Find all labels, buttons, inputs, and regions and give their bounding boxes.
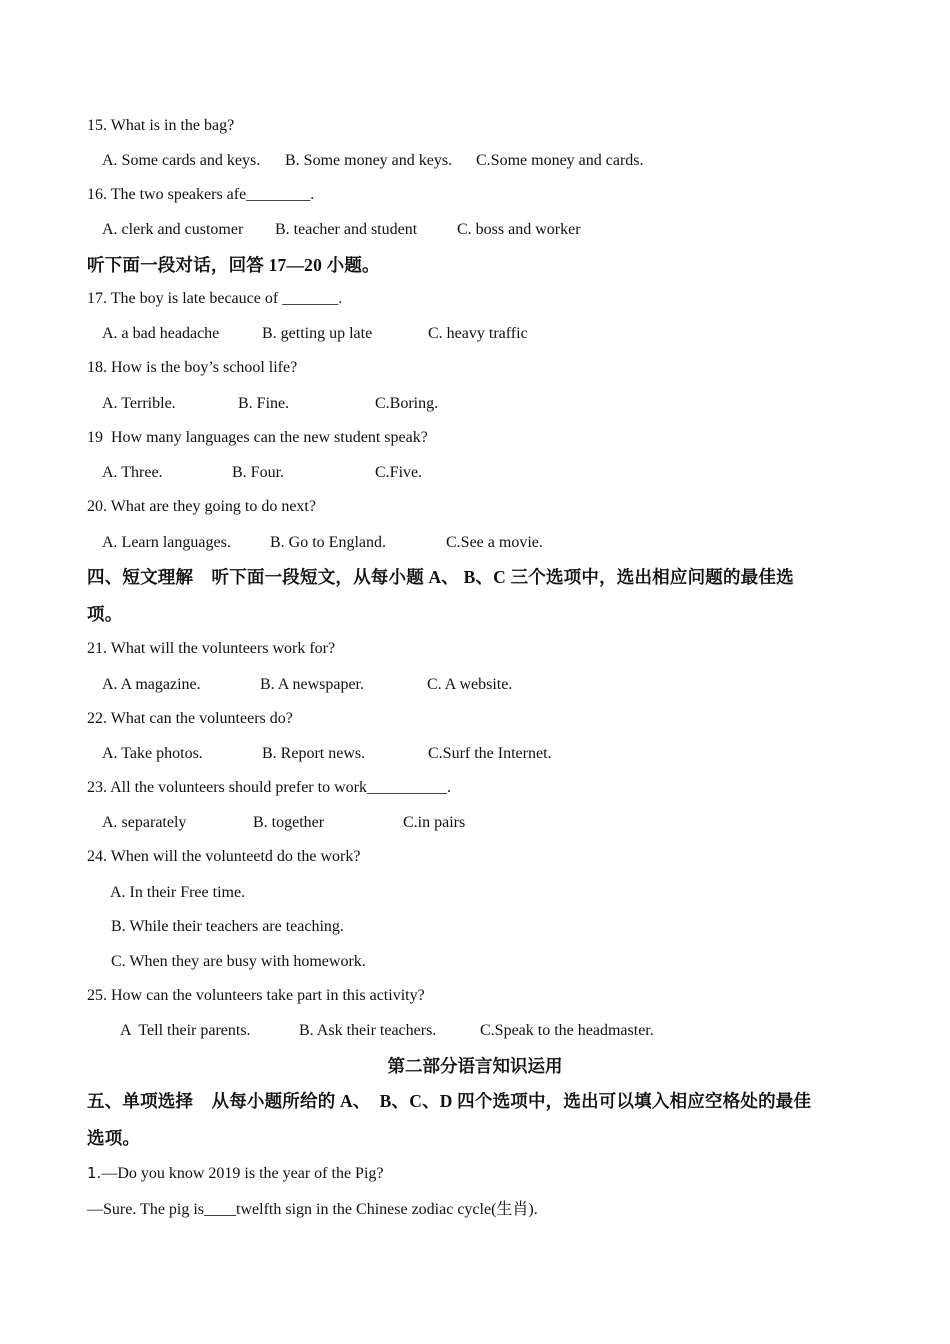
section-5-heading: 五、单项选择 从每小题所给的 A、 B、C、D 四个选项中，选出可以填入相应空格处的最佳 — [87, 1091, 812, 1111]
q17-option-c: C. heavy traffic — [428, 325, 528, 342]
mc-question-1 — [87, 1163, 384, 1184]
q25-option-b: B. Ask their teachers. — [299, 1022, 437, 1039]
q25-option-a: A Tell their parents. — [120, 1022, 251, 1039]
question-24: 24. When will the volunteetd do the work? — [87, 848, 361, 865]
question-17: 17. The boy is late becauce of _______. — [87, 290, 343, 307]
question-22: 22. What can the volunteers do? — [87, 710, 293, 727]
question-23: 23. All the volunteers should prefer to work__________. — [87, 779, 451, 796]
q15-option-c: C.Some money and cards. — [476, 152, 644, 169]
q24-option-c: C. When they are busy with homework. — [111, 953, 366, 970]
q21-option-c: C. A website. — [427, 676, 513, 693]
q20-option-a: A. Learn languages. — [102, 534, 231, 551]
q18-option-a: A. Terrible. — [102, 395, 176, 412]
q15-option-b: B. Some money and keys. — [285, 152, 453, 169]
q23-option-a: A. separately — [102, 814, 187, 831]
mc-question-1-text: —Do you know 2019 is the year of the Pig? — [101, 1165, 384, 1182]
q21-option-b: B. A newspaper. — [260, 676, 364, 693]
question-15: 15. What is in the bag? — [87, 117, 235, 134]
question-25: 25. How can the volunteers take part in this activity? — [87, 987, 425, 1004]
section-heading-17-20: 听下面一段对话，回答 17—20 小题。 — [87, 255, 380, 275]
q16-option-b: B. teacher and student — [275, 221, 418, 238]
q20-option-b: B. Go to England. — [270, 534, 386, 551]
q22-option-c: C.Surf the Internet. — [428, 745, 552, 762]
q15-option-a: A. Some cards and keys. — [102, 152, 261, 169]
q23-option-b: B. together — [253, 814, 325, 831]
q19-option-b: B. Four. — [232, 464, 285, 481]
question-19: 19 How many languages can the new student speak? — [87, 429, 428, 446]
q19-option-c: C.Five. — [375, 464, 423, 481]
q18-option-b: B. Fine. — [238, 395, 290, 412]
q17-option-b: B. getting up late — [262, 325, 373, 342]
mc-question-1-number: 1. — [87, 1164, 102, 1182]
part-2-title: 第二部分语言知识运用 — [387, 1056, 563, 1076]
q24-option-a: A. In their Free time. — [110, 884, 246, 901]
q20-option-c: C.See a movie. — [446, 534, 543, 551]
q22-option-a: A. Take photos. — [102, 745, 203, 762]
question-21: 21. What will the volunteers work for? — [87, 640, 336, 657]
q22-option-b: B. Report news. — [262, 745, 366, 762]
q17-option-a: A. a bad headache — [102, 325, 220, 342]
q23-option-c: C.in pairs — [403, 814, 466, 831]
question-18: 18. How is the boy’s school life? — [87, 359, 298, 376]
q21-option-a: A. A magazine. — [102, 676, 201, 693]
section-4-heading: 四、短文理解 听下面一段短文，从每小题 A、 B、C 三个选项中，选出相应问题的最佳选 — [87, 567, 794, 587]
question-20: 20. What are they going to do next? — [87, 498, 316, 515]
q25-option-c: C.Speak to the headmaster. — [480, 1022, 654, 1039]
q16-option-c: C. boss and worker — [457, 221, 581, 238]
question-16: 16. The two speakers afe________. — [87, 186, 315, 203]
section-4-heading-cont: 项。 — [87, 604, 123, 624]
q18-option-c: C.Boring. — [375, 395, 439, 412]
q19-option-a: A. Three. — [102, 464, 163, 481]
mc-question-1-reply: —Sure. The pig is____twelfth sign in the Chinese zodiac cycle(生肖). — [87, 1201, 538, 1218]
section-5-heading-cont: 选项。 — [87, 1128, 141, 1148]
q24-option-b: B. While their teachers are teaching. — [111, 918, 344, 935]
q16-option-a: A. clerk and customer — [102, 221, 244, 238]
